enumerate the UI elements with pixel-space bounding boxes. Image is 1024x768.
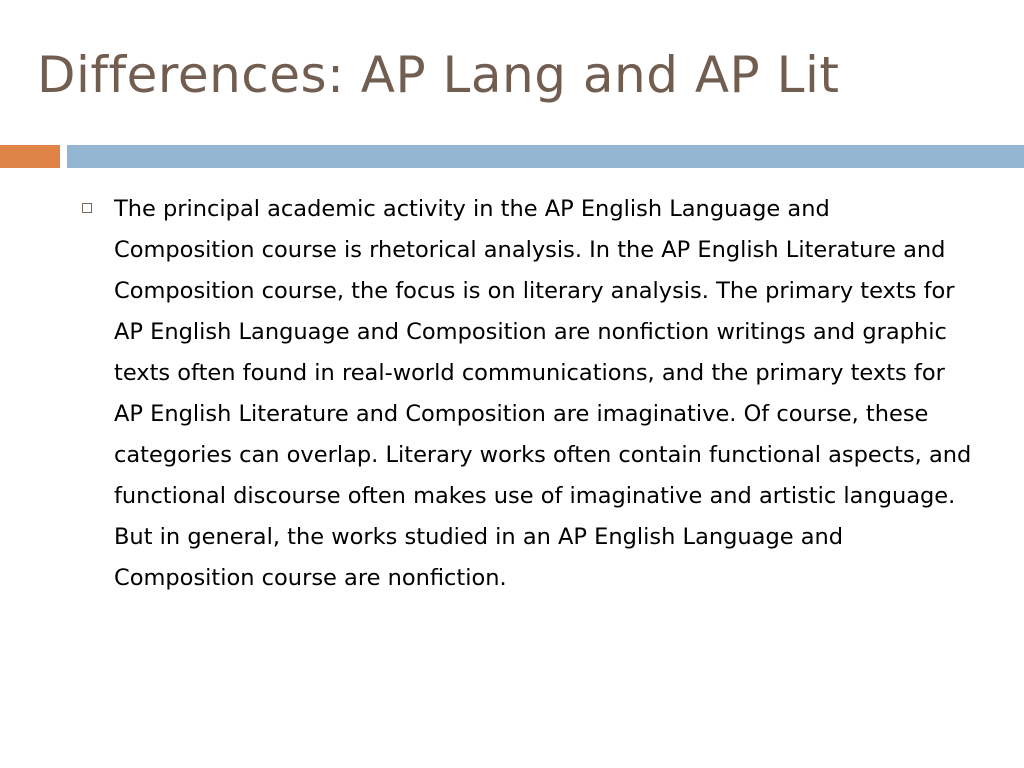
slide-body [82, 189, 982, 599]
orange-accent-bar [0, 145, 60, 168]
hollow-square-bullet-icon [82, 203, 92, 213]
bullet-text: The principal academic activity in the AP English Language and Composition course is rhetorical analysis. In the AP English Literature and Composition course, the focus is on literary analysis. The primary texts for AP English Language and Composition are nonfiction writings and graphic texts often found in real-world communications, and the primary texts for AP English Literature and Composition are imaginative. Of course, these categories can overlap. Literary works often contain functional aspects, and functional discourse often makes use of imaginative and artistic language. But in general, the works studied in an AP English Language and Composition course are nonfiction. [114, 196, 972, 591]
blue-title-rule [67, 145, 1024, 168]
slide-title: Differences: AP Lang and AP Lit [37, 46, 840, 104]
bullet-item [82, 189, 982, 599]
